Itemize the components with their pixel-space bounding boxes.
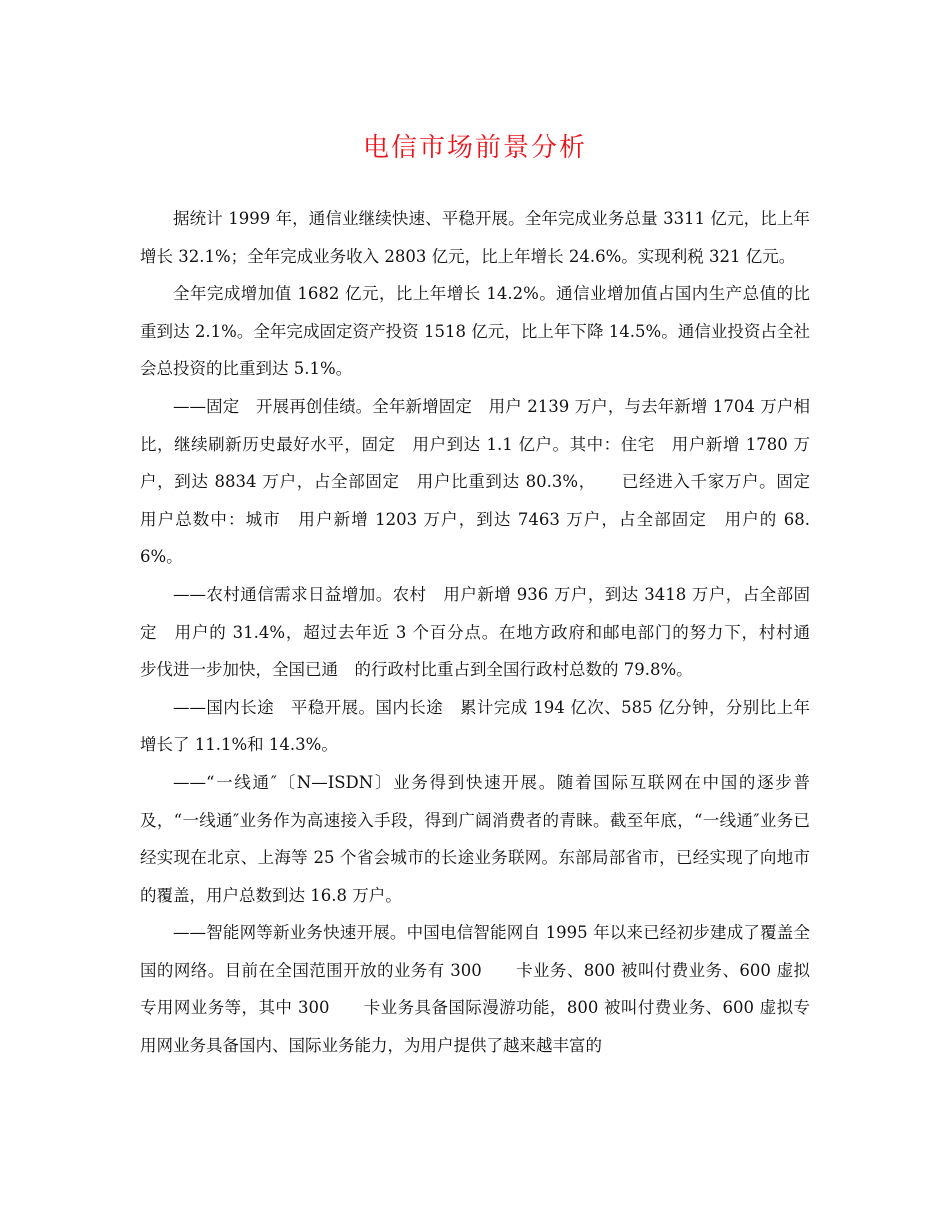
document-body <box>140 200 827 1065</box>
paragraph-3: ——固定 开展再创佳绩。全年新增固定 用户 2139 万户，与去年新增 1704 万户相比，继续刷新历史最好水平，固定 用户到达 1.1 亿户。其中：住宅 用户新增 1780 万户，到达 8834 万户，占全部固定 用户比重到达 80.3%， 已经进入千家万户。固定 用户总数中：城市 用户新增 1203 万户，到达 7463 万户，占全部固定 用户的 68.6%。 <box>140 396 827 567</box>
page-title: 电信市场前景分析 <box>362 133 587 163</box>
paragraph-4: ——农村通信需求日益增加。农村 用户新增 936 万户，到达 3418 万户，占全部固定 用户的 31.4%，超过去年近 3 个百分点。在地方政府和邮电部门的努力下，村村通 步伐进一步加快，全国已通 的行政村比重占到全国行政村总数的 79.8%。 <box>140 584 827 680</box>
paragraph-2: 全年完成增加值 1682 亿元，比上年增长 14.2%。通信业增加值占国内生产总值的比重到达 2.1%。全年完成固定资产投资 1518 亿元，比上年下降 14.5%。通信业投资占全社会总投资的比重到达 5.1%。 <box>140 284 810 379</box>
paragraph-6: ——“一线通″〔N—ISDN〕业务得到快速开展。随着国际互联网在中国的逐步普及，“一线通″业务作为高速接入手段，得到广阔消费者的青睐。截至年底，“一线通″业务已经实现在北京、上海等 25 个省会城市的长途业务联网。东部局部省市，已经实现了向地市的覆盖，用户总数到达 16.8 万户。 <box>140 772 810 905</box>
paragraph-7: ——智能网等新业务快速开展。中国电信智能网自 1995 年以来已经初步建成了覆盖全国的网络。目前在全国范围开放的业务有 300 卡业务、800 被叫付费业务、600 虚拟专用网业务等，其中 300 卡业务具备国际漫游功能，800 被叫付费业务、600 虚拟专用网业务具备国内、国际业务能力，为用户提供了越来越丰富的 <box>140 923 810 1056</box>
paragraph-5: ——国内长途 平稳开展。国内长途 累计完成 194 亿次、585 亿分钟，分别比上年增长了 11.1%和 14.3%。 <box>140 697 810 755</box>
paragraph-1: 据统计 1999 年，通信业继续快速、平稳开展。全年完成业务总量 3311 亿元，比上年增长 32.1%；全年完成业务收入 2803 亿元，比上年增长 24.6%。实现利税 321 亿元。 <box>140 209 810 266</box>
